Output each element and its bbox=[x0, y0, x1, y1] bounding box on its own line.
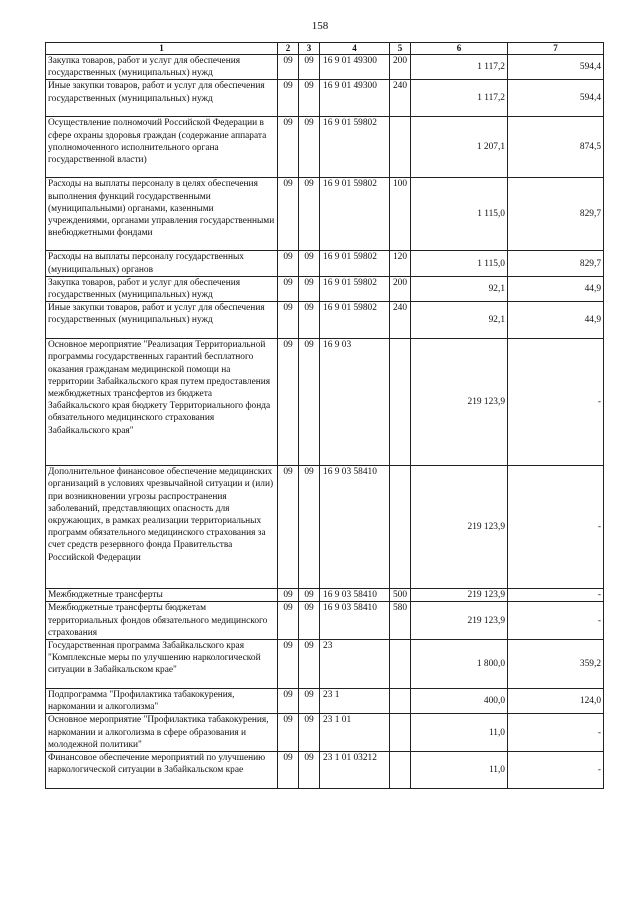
row-amount-plan: 11,0 bbox=[411, 714, 508, 752]
row-target-code: 16 9 01 59802 bbox=[320, 251, 390, 276]
row-section: 09 bbox=[278, 178, 299, 251]
row-target-code: 16 9 03 58410 bbox=[320, 466, 390, 589]
row-expense-type: 500 bbox=[390, 589, 411, 602]
row-amount-actual: - bbox=[508, 602, 604, 640]
row-amount-actual: - bbox=[508, 714, 604, 752]
row-section: 09 bbox=[278, 589, 299, 602]
table-row bbox=[46, 302, 604, 339]
row-subsection: 09 bbox=[299, 80, 320, 117]
row-section: 09 bbox=[278, 339, 299, 466]
table-row bbox=[46, 339, 604, 466]
page-number: 158 bbox=[311, 20, 329, 32]
row-name: Межбюджетные трансферты бюджетам территориальных фондов обязательного медицинского страхования bbox=[46, 602, 278, 640]
row-amount-plan: 11,0 bbox=[411, 752, 508, 789]
row-name: Финансовое обеспечение мероприятий по улучшению наркологической ситуации в Забайкальском крае bbox=[46, 752, 278, 789]
row-section: 09 bbox=[278, 466, 299, 589]
row-expense-type: 200 bbox=[390, 55, 411, 80]
row-name: Межбюджетные трансферты bbox=[46, 589, 278, 602]
table-row bbox=[46, 640, 604, 689]
row-amount-plan: 219 123,9 bbox=[411, 339, 508, 466]
row-name: Основное мероприятие "Реализация Территориальной программы государственных гарантий бесплатного оказания гражданам медицинской помощи на территории Забайкальского края путем предоставления межбюджетных трансфертов из бюджета Забайкальского края бюджету Территориального фонда обязательного медицинского страхования Забайкальского края" bbox=[46, 339, 278, 466]
row-amount-plan: 1 115,0 bbox=[411, 251, 508, 276]
row-name: Осуществление полномочий Российской Федерации в сфере охраны здоровья граждан (содержание аппарата уполномоченного исполнительного органа государственной власти) bbox=[46, 117, 278, 178]
column-header-7: 7 bbox=[508, 43, 604, 55]
column-header-3: 3 bbox=[299, 43, 320, 55]
table-row bbox=[46, 276, 604, 301]
row-subsection: 09 bbox=[299, 339, 320, 466]
row-name: Подпрограмма "Профилактика табакокурения, наркомании и алкоголизма" bbox=[46, 689, 278, 714]
column-header-6: 6 bbox=[411, 43, 508, 55]
row-target-code: 16 9 01 59802 bbox=[320, 302, 390, 339]
row-name: Расходы на выплаты персоналу в целях обеспечения выполнения функций государственными (муниципальными) органами, казенными учреждениями, органами управления государственными внебюджетными фондами bbox=[46, 178, 278, 251]
row-amount-plan: 1 117,2 bbox=[411, 55, 508, 80]
row-amount-plan: 92,1 bbox=[411, 276, 508, 301]
row-target-code: 16 9 01 49300 bbox=[320, 80, 390, 117]
table-row bbox=[46, 689, 604, 714]
column-header-2: 2 bbox=[278, 43, 299, 55]
table-row bbox=[46, 117, 604, 178]
row-subsection: 09 bbox=[299, 752, 320, 789]
row-expense-type bbox=[390, 714, 411, 752]
row-target-code: 23 1 bbox=[320, 689, 390, 714]
row-name: Дополнительное финансовое обеспечение медицинских организаций в условиях чрезвычайной ситуации и (или) при возникновении угрозы распространения заболеваний, представляющих опасность для окружающих, в рамках реализации территориальных программ обязательного медицинского страхования за счет средств резервного фонда Правительства Российской Федерации bbox=[46, 466, 278, 589]
row-amount-actual: 124,0 bbox=[508, 689, 604, 714]
table-row bbox=[46, 589, 604, 602]
row-section: 09 bbox=[278, 117, 299, 178]
row-section: 09 bbox=[278, 714, 299, 752]
row-expense-type: 100 bbox=[390, 178, 411, 251]
row-expense-type bbox=[390, 752, 411, 789]
row-expense-type: 120 bbox=[390, 251, 411, 276]
row-amount-actual: 829,7 bbox=[508, 178, 604, 251]
row-amount-actual: 359,2 bbox=[508, 640, 604, 689]
row-name: Основное мероприятие "Профилактика табакокурения, наркомании и алкоголизма в сфере образования и молодежной политики" bbox=[46, 714, 278, 752]
row-expense-type bbox=[390, 117, 411, 178]
row-expense-type: 200 bbox=[390, 276, 411, 301]
row-target-code: 16 9 01 49300 bbox=[320, 55, 390, 80]
row-amount-actual: 44,9 bbox=[508, 302, 604, 339]
row-target-code: 16 9 03 58410 bbox=[320, 589, 390, 602]
row-subsection: 09 bbox=[299, 276, 320, 301]
row-subsection: 09 bbox=[299, 55, 320, 80]
row-subsection: 09 bbox=[299, 178, 320, 251]
row-amount-actual: - bbox=[508, 466, 604, 589]
row-section: 09 bbox=[278, 80, 299, 117]
row-target-code: 16 9 01 59802 bbox=[320, 276, 390, 301]
column-header-5: 5 bbox=[390, 43, 411, 55]
table-row bbox=[46, 714, 604, 752]
row-amount-plan: 1 207,1 bbox=[411, 117, 508, 178]
row-target-code: 16 9 01 59802 bbox=[320, 178, 390, 251]
table-row bbox=[46, 602, 604, 640]
row-section: 09 bbox=[278, 752, 299, 789]
row-subsection: 09 bbox=[299, 689, 320, 714]
row-expense-type bbox=[390, 466, 411, 589]
row-expense-type: 240 bbox=[390, 302, 411, 339]
row-expense-type bbox=[390, 640, 411, 689]
row-section: 09 bbox=[278, 602, 299, 640]
row-amount-actual: 594,4 bbox=[508, 80, 604, 117]
row-amount-plan: 219 123,9 bbox=[411, 602, 508, 640]
table-row bbox=[46, 55, 604, 80]
row-amount-actual: 44,9 bbox=[508, 276, 604, 301]
row-subsection: 09 bbox=[299, 602, 320, 640]
row-target-code: 16 9 03 58410 bbox=[320, 602, 390, 640]
table-body bbox=[46, 55, 604, 789]
row-amount-actual: 829,7 bbox=[508, 251, 604, 276]
row-name: Закупка товаров, работ и услуг для обеспечения государственных (муниципальных) нужд bbox=[46, 55, 278, 80]
row-expense-type bbox=[390, 339, 411, 466]
row-subsection: 09 bbox=[299, 714, 320, 752]
row-amount-actual: - bbox=[508, 339, 604, 466]
table-row bbox=[46, 251, 604, 276]
row-section: 09 bbox=[278, 640, 299, 689]
row-name: Государственная программа Забайкальского края "Комплексные меры по улучшению наркологической ситуации в Забайкальском крае" bbox=[46, 640, 278, 689]
row-subsection: 09 bbox=[299, 466, 320, 589]
row-subsection: 09 bbox=[299, 251, 320, 276]
row-subsection: 09 bbox=[299, 302, 320, 339]
row-target-code: 23 1 01 03212 bbox=[320, 752, 390, 789]
row-amount-actual: - bbox=[508, 752, 604, 789]
row-amount-actual: 874,5 bbox=[508, 117, 604, 178]
row-amount-plan: 219 123,9 bbox=[411, 589, 508, 602]
row-amount-plan: 219 123,9 bbox=[411, 466, 508, 589]
row-expense-type bbox=[390, 689, 411, 714]
column-header-1: 1 bbox=[46, 43, 278, 55]
row-amount-plan: 1 117,2 bbox=[411, 80, 508, 117]
table-row bbox=[46, 466, 604, 589]
budget-table bbox=[45, 42, 604, 789]
row-subsection: 09 bbox=[299, 117, 320, 178]
row-name: Иные закупки товаров, работ и услуг для обеспечения государственных (муниципальных) нужд bbox=[46, 302, 278, 339]
row-amount-plan: 1 800,0 bbox=[411, 640, 508, 689]
row-section: 09 bbox=[278, 689, 299, 714]
row-subsection: 09 bbox=[299, 640, 320, 689]
row-amount-plan: 400,0 bbox=[411, 689, 508, 714]
table-row bbox=[46, 178, 604, 251]
row-section: 09 bbox=[278, 302, 299, 339]
row-target-code: 23 1 01 bbox=[320, 714, 390, 752]
row-section: 09 bbox=[278, 55, 299, 80]
row-expense-type: 580 bbox=[390, 602, 411, 640]
row-subsection: 09 bbox=[299, 589, 320, 602]
row-amount-plan: 1 115,0 bbox=[411, 178, 508, 251]
row-name: Расходы на выплаты персоналу государственных (муниципальных) органов bbox=[46, 251, 278, 276]
column-header-4: 4 bbox=[320, 43, 390, 55]
row-amount-plan: 92,1 bbox=[411, 302, 508, 339]
row-name: Иные закупки товаров, работ и услуг для обеспечения государственных (муниципальных) нужд bbox=[46, 80, 278, 117]
row-target-code: 16 9 01 59802 bbox=[320, 117, 390, 178]
row-section: 09 bbox=[278, 251, 299, 276]
row-amount-actual: - bbox=[508, 589, 604, 602]
table-row bbox=[46, 752, 604, 789]
table-row bbox=[46, 80, 604, 117]
row-amount-actual: 594,4 bbox=[508, 55, 604, 80]
header-row bbox=[46, 43, 604, 55]
row-name: Закупка товаров, работ и услуг для обеспечения государственных (муниципальных) нужд bbox=[46, 276, 278, 301]
row-target-code: 16 9 03 bbox=[320, 339, 390, 466]
row-expense-type: 240 bbox=[390, 80, 411, 117]
row-section: 09 bbox=[278, 276, 299, 301]
row-target-code: 23 bbox=[320, 640, 390, 689]
